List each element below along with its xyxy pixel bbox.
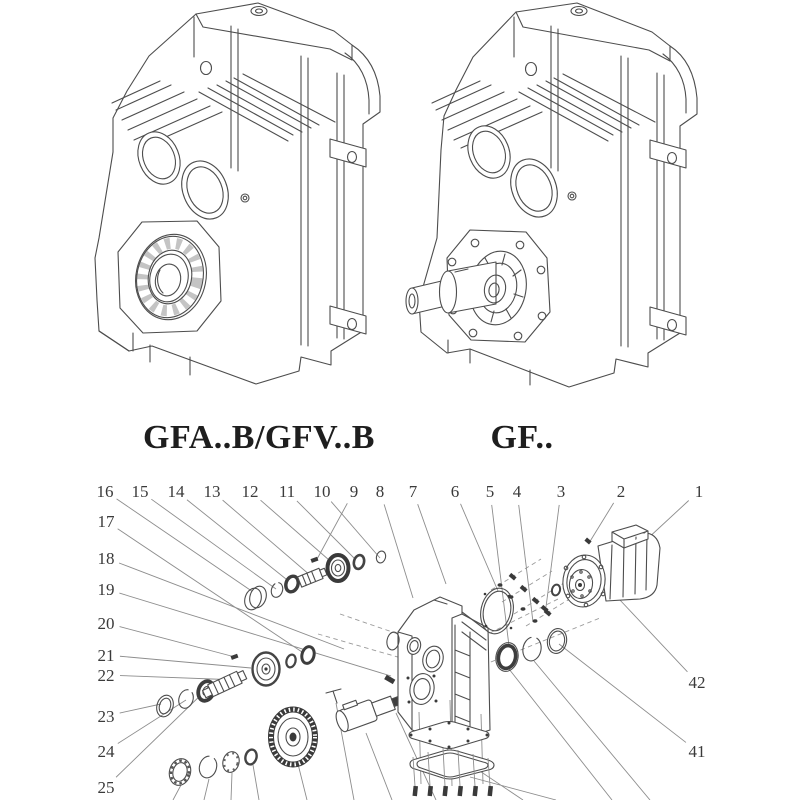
part-number-10: 10 — [313, 482, 331, 501]
part-number-23: 23 — [97, 707, 115, 726]
part-number-41: 41 — [688, 742, 706, 761]
part-number-16: 16 — [96, 482, 114, 501]
leader-line-11 — [297, 501, 358, 562]
part-number-24: 24 — [97, 742, 115, 761]
leader-line-23 — [120, 704, 161, 713]
part-number-9: 9 — [349, 482, 359, 501]
part-number-15: 15 — [131, 482, 149, 501]
model-label-gfab: GFA..B/GFV..B — [143, 419, 375, 456]
part-number-7: 7 — [408, 482, 418, 501]
gearbox-housing-drawing — [384, 597, 494, 796]
leader-line-20 — [120, 627, 235, 657]
part-number-2: 2 — [616, 482, 626, 501]
part-number-19: 19 — [97, 580, 115, 599]
leader-line-10 — [331, 502, 380, 558]
leader-line-4 — [519, 505, 533, 622]
part-number-6: 6 — [450, 482, 460, 501]
part-number-22: 22 — [97, 666, 115, 685]
input-shaft-parts — [242, 550, 387, 612]
part-number-42: 42 — [688, 673, 706, 692]
part-number-4: 4 — [512, 482, 522, 501]
leader-line-2 — [589, 503, 614, 543]
part-number-20: 20 — [97, 614, 115, 633]
part-number-5: 5 — [485, 482, 495, 501]
part-number-13: 13 — [203, 482, 221, 501]
part-number-3: 3 — [556, 482, 566, 501]
adapter-and-bearing-parts — [477, 573, 569, 674]
part-number-21: 21 — [97, 646, 115, 665]
model-label-gf: GF.. — [490, 419, 554, 456]
part-number-8: 8 — [375, 482, 385, 501]
leader-line-6 — [461, 504, 498, 591]
leader-line-15 — [151, 499, 276, 589]
part-number-17: 17 — [97, 512, 115, 531]
leader-line-12 — [261, 500, 337, 567]
exploded-parts-diagram — [0, 470, 800, 800]
gearbox-gf-drawing — [406, 3, 697, 387]
leader-line-17 — [118, 529, 305, 654]
part-number-1: 1 — [694, 482, 704, 501]
leader-line-24 — [118, 700, 186, 743]
leader-line-41 — [559, 644, 686, 742]
motor-drawing — [560, 525, 660, 610]
part-number-25: 25 — [97, 778, 115, 797]
leader-line-7 — [418, 504, 446, 584]
gearbox-gfab-drawing — [95, 3, 380, 384]
leader-line-14 — [187, 500, 291, 583]
leader-line-13 — [223, 500, 311, 576]
leader-line-42 — [619, 599, 687, 672]
part-number-18: 18 — [97, 549, 115, 568]
part-number-11: 11 — [278, 482, 296, 501]
part-number-12: 12 — [241, 482, 259, 501]
leader-line-16 — [117, 499, 256, 594]
leader-line-8 — [384, 504, 413, 598]
part-number-14: 14 — [167, 482, 185, 501]
